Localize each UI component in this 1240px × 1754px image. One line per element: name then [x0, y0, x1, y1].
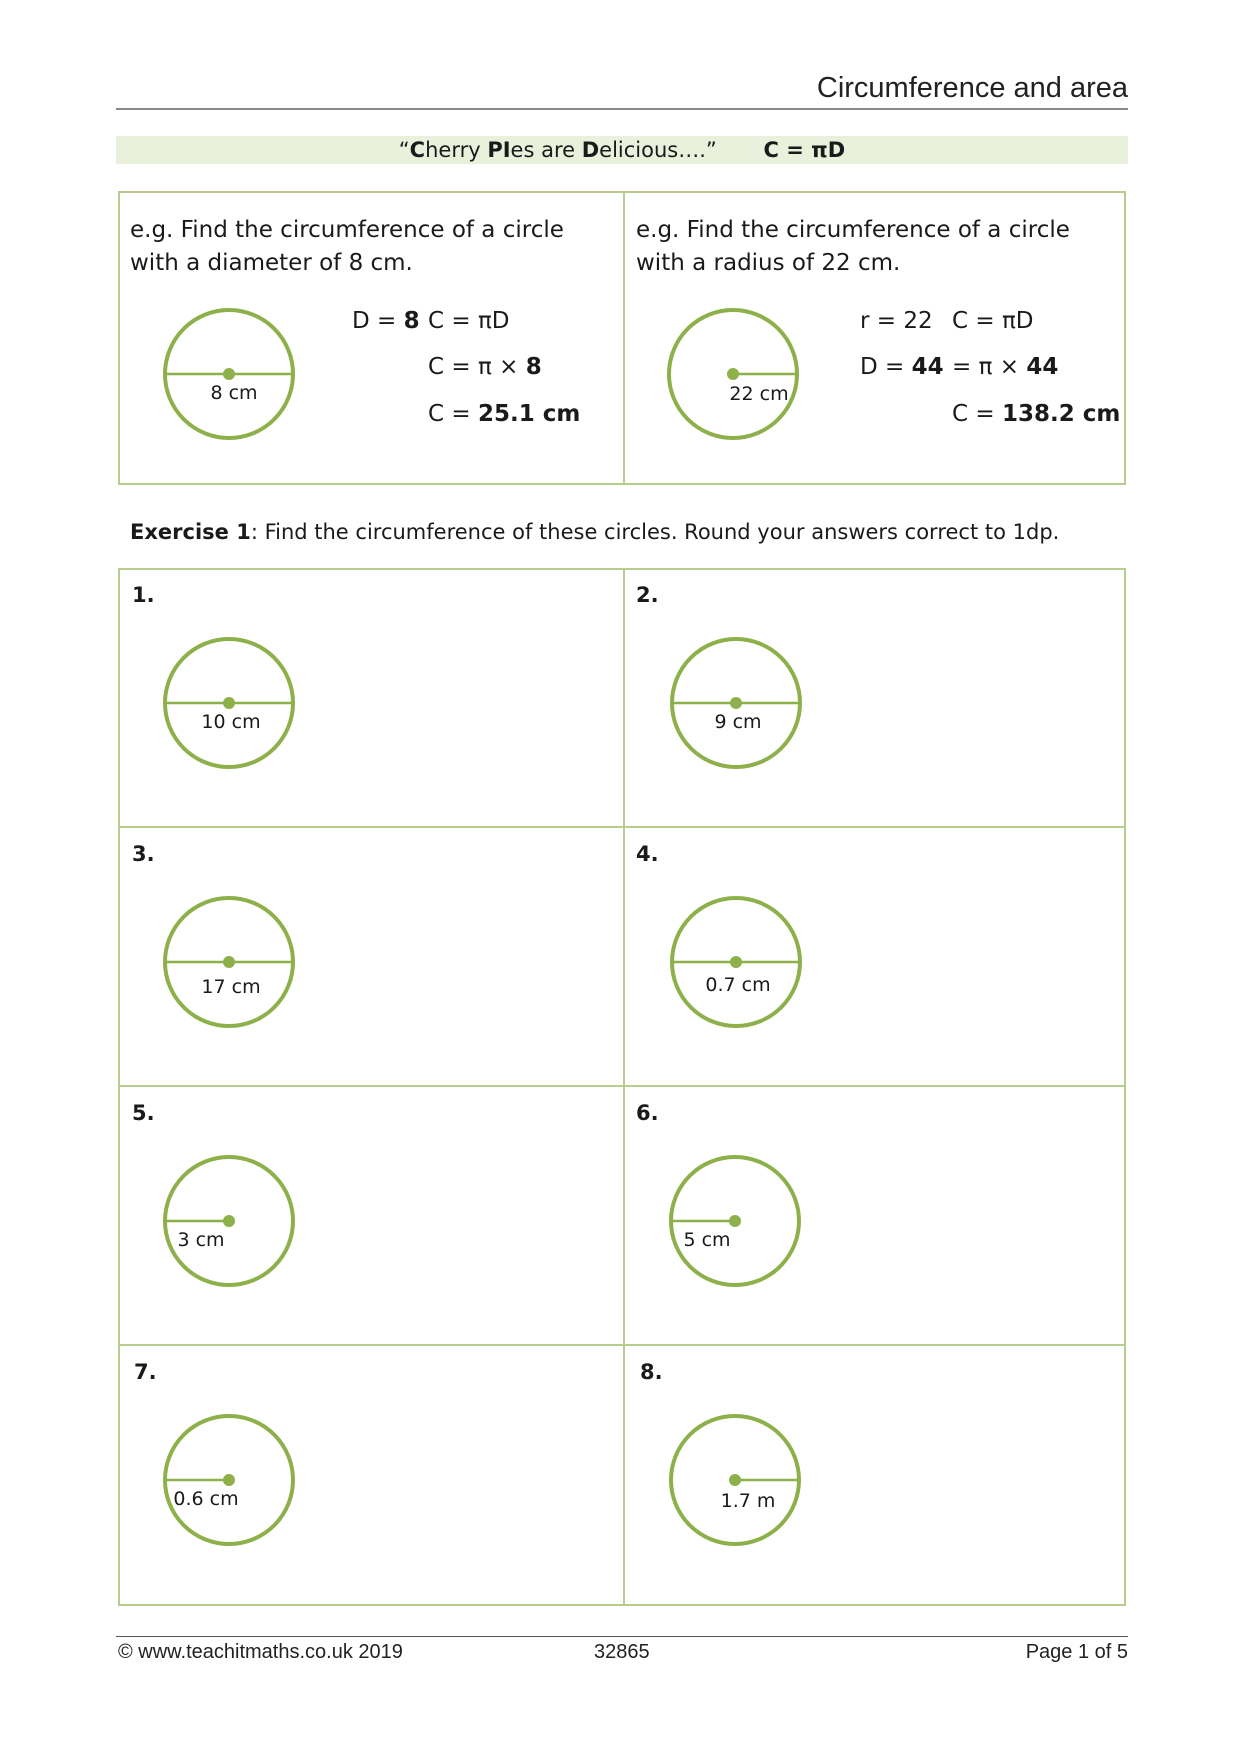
example-2-line-1a: r = 22 — [860, 308, 933, 334]
question-4-number: 4. — [636, 842, 659, 866]
question-7-circle — [160, 1411, 298, 1549]
exercise-grid-hdivider-3 — [118, 1344, 1126, 1346]
question-6-circle — [666, 1152, 804, 1290]
example-1-line-1b: C = πD — [428, 308, 510, 334]
footer-code: 32865 — [594, 1641, 650, 1663]
footer-divider — [116, 1636, 1128, 1637]
exercise-grid-hdivider-2 — [118, 1085, 1126, 1087]
exercise-instruction: Exercise 1: Find the circumference of these circles. Round your answers correct to 1dp. — [130, 520, 1060, 544]
question-1-number: 1. — [132, 583, 155, 607]
question-6-number: 6. — [636, 1101, 659, 1125]
example-2-line-2a: D = 44 — [860, 354, 944, 380]
formula: C = πD — [763, 138, 846, 162]
question-7-label: 0.6 cm — [173, 1488, 239, 1510]
question-8-label: 1.7 m — [720, 1490, 776, 1512]
page-title: Circumference and area — [816, 72, 1128, 104]
question-7-number: 7. — [134, 1360, 157, 1384]
question-1-circle — [160, 634, 298, 772]
question-5-number: 5. — [132, 1101, 155, 1125]
footer-copyright: © www.teachitmaths.co.uk 2019 — [118, 1641, 403, 1663]
footer-page-number: Page 1 of 5 — [1025, 1641, 1128, 1663]
question-6-label: 5 cm — [683, 1229, 731, 1251]
example-1-question: e.g. Find the circumference of a circle with a diameter of 8 cm. — [130, 217, 564, 276]
example-2-line-2b: = π × 44 — [952, 354, 1059, 380]
example-2-line-1b: C = πD — [952, 308, 1034, 334]
question-2-circle — [667, 634, 805, 772]
example-1-line-3: C = 25.1 cm — [428, 401, 581, 427]
mnemonic-text: “Cherry PIes are Delicious….” C = πD — [398, 138, 846, 162]
question-8-number: 8. — [640, 1360, 663, 1384]
question-5-label: 3 cm — [177, 1229, 225, 1251]
question-2-number: 2. — [636, 583, 659, 607]
question-4-label: 0.7 cm — [705, 974, 771, 996]
example-1-line-2: C = π × 8 — [428, 354, 542, 380]
question-3-label: 17 cm — [201, 976, 261, 998]
question-2-label: 9 cm — [714, 711, 762, 733]
example-2-circle-label: 22 cm — [729, 383, 789, 405]
exercise-grid-vdivider — [623, 568, 625, 1606]
question-8-circle — [666, 1411, 804, 1549]
example-1-circle-label: 8 cm — [210, 382, 258, 404]
exercise-grid-hdivider-1 — [118, 826, 1126, 828]
question-5-circle — [160, 1152, 298, 1290]
question-4-circle — [667, 893, 805, 1031]
example-2-circle — [664, 305, 802, 443]
question-1-label: 10 cm — [201, 711, 261, 733]
question-3-circle — [160, 893, 298, 1031]
question-3-number: 3. — [132, 842, 155, 866]
example-1-line-1: D = 8 — [352, 308, 420, 334]
example-1-circle — [160, 305, 298, 443]
examples-divider — [623, 191, 625, 485]
title-divider — [116, 108, 1128, 110]
example-2-line-3: C = 138.2 cm — [952, 401, 1121, 427]
example-2-question: e.g. Find the circumference of a circle with a radius of 22 cm. — [636, 217, 1070, 276]
